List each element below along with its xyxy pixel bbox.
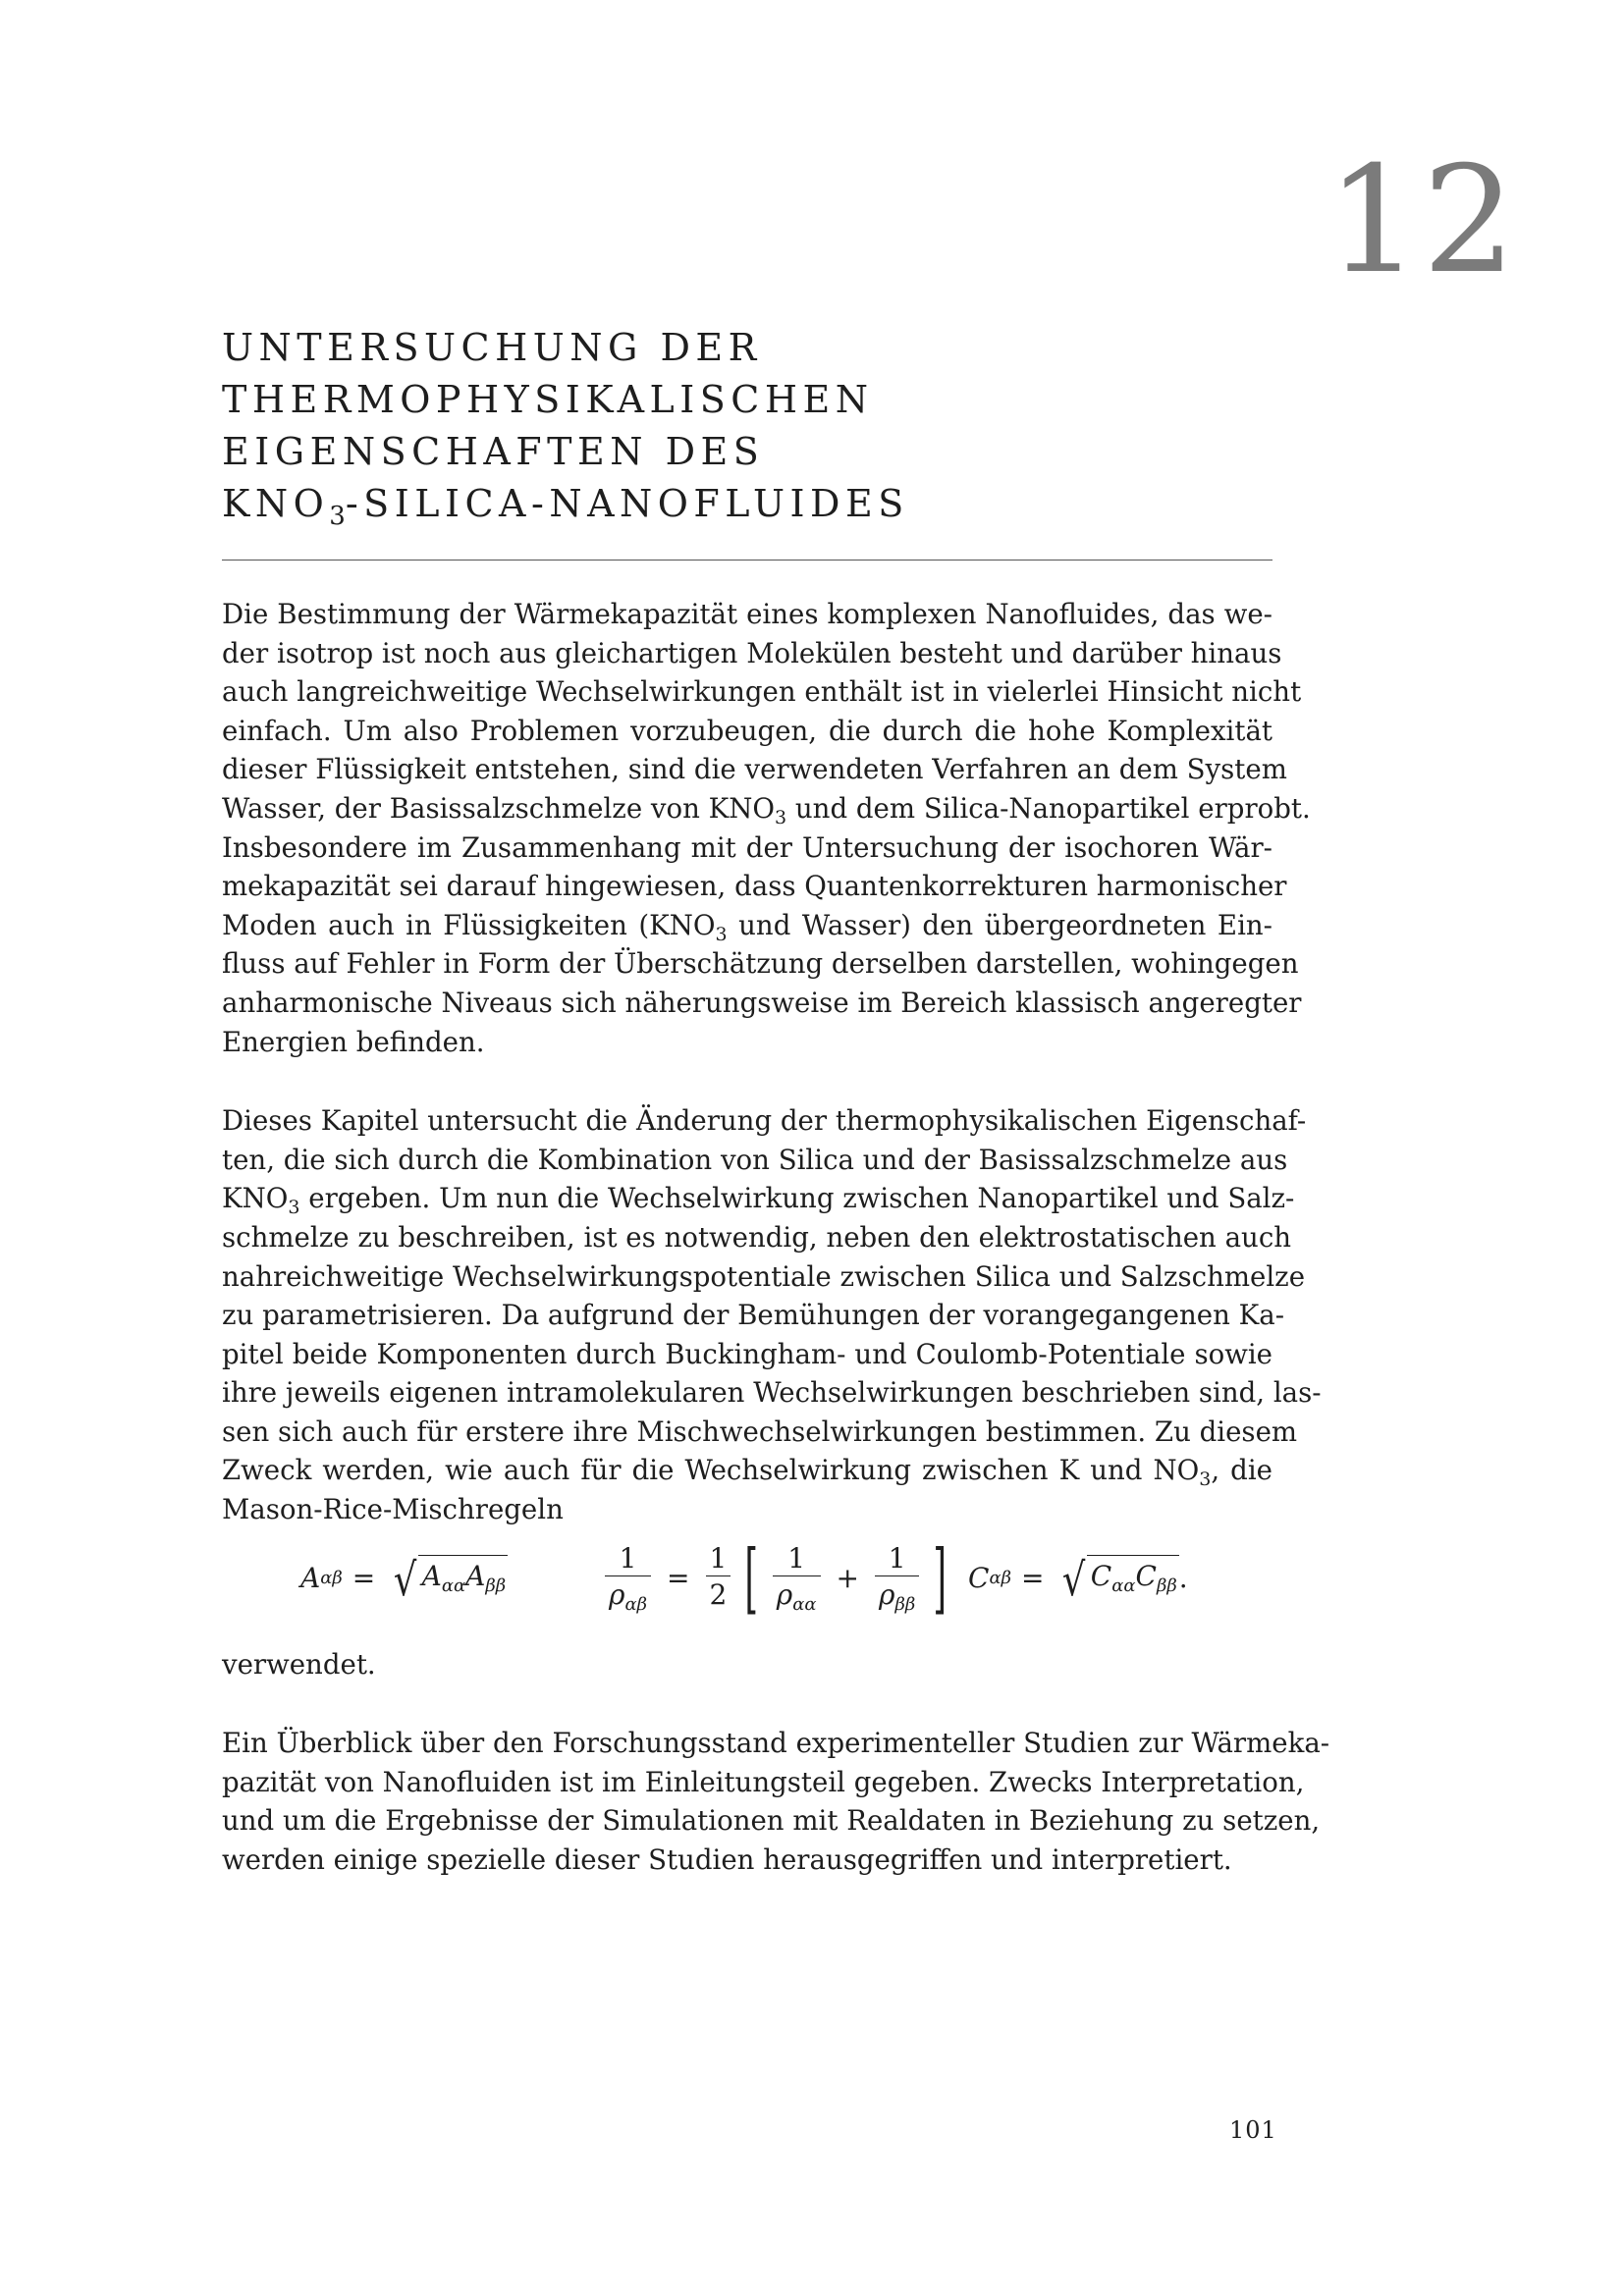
fraction: $\frac{1}{\rho_{\beta\beta}}$ [875, 1542, 919, 1614]
fraction: $\frac{1}{\rho_{\alpha\alpha}}$ [773, 1542, 821, 1614]
text-line: Wasser, der Basissalzschmelze von $KNO_3$ und dem Silica-Nanopartikel erprobt. [222, 791, 1311, 828]
text-line: sen sich auch für erstere ihre Mischwechselwirkungen bestimmen. Zu diesem [222, 1415, 1298, 1448]
text-line: dieser Flüssigkeit entstehen, sind die verwendeten Verfahren an dem System [222, 753, 1287, 786]
text-line: pitel beide Komponenten durch Buckingham- und Coulomb-Potentiale sowie [222, 1337, 1272, 1370]
paragraph-intro [222, 595, 1311, 1061]
chapter-title-line: THERMOPHYSIKALISCHEN [222, 378, 874, 421]
paragraph-chapter-scope [222, 1101, 1322, 1529]
square-root: √ $A_{\alpha\alpha}A_{\beta\beta}$ [394, 1552, 507, 1606]
text-line: nahreichweitige Wechselwirkungspotentiale zwischen Silica und Salzschmelze [222, 1259, 1306, 1293]
text-line: und um die Ergebnisse der Simulationen mit Realdaten in Beziehung zu setzen, [222, 1804, 1321, 1838]
text-line: fluss auf Fehler in Form der Überschätzung derselben darstellen, wohingegen [222, 947, 1299, 981]
text-line: anharmonische Niveaus sich näherungsweise im Bereich klassisch angeregter [222, 986, 1302, 1019]
text-line: Dieses Kapitel untersucht die Änderung der thermophysikalischen Eigenschaf- [222, 1104, 1307, 1138]
equation-a: A αβ = √ $A_{\alpha\alpha}A_{\beta\beta}$ [300, 1552, 507, 1606]
text-line: werden einige spezielle dieser Studien herausgegriffen und interpretiert. [222, 1843, 1232, 1877]
text-line: Zweck werden, wie auch für die Wechselwirkung zwischen K und $NO_3$, die [222, 1454, 1272, 1491]
text-line: Mason-Rice-Mischregeln [222, 1493, 564, 1526]
text-line: Energien befinden. [222, 1025, 485, 1058]
text-line: pazität von Nanofluiden ist im Einleitungsteil gegeben. Zwecks Interpretation, [222, 1765, 1305, 1798]
text-line: $KNO_3$ ergeben. Um nun die Wechselwirkung zwischen Nanopartikel und Salz- [222, 1182, 1295, 1219]
chapter-title [222, 322, 1302, 530]
paragraph-overview [222, 1724, 1330, 1879]
equation-rho: $\frac{1}{\rho_{\alpha\beta}}$ = $\frac{1}{2}$ [ $\frac{1}{\rho_{\alpha\alpha}}$ + $\frac{1}{\rho_{\beta\beta}}$ ] [599, 1520, 955, 1637]
text-line: auch langreichweitige Wechselwirkungen enthält ist in vielerlei Hinsicht nicht [222, 675, 1302, 709]
chapter-number: 12 [1326, 135, 1518, 306]
text-line: Insbesondere im Zusammenhang mit der Untersuchung der isochoren Wär- [222, 830, 1272, 864]
body-text [222, 595, 1330, 1920]
mason-rice-mixing-rules [222, 1520, 1272, 1637]
text-line: ihre jeweils eigenen intramolekularen Wechselwirkungen beschrieben sind, las- [222, 1376, 1322, 1410]
chapter-title-line: EIGENSCHAFTEN DES [222, 430, 765, 473]
square-root: √ $C_{\alpha\alpha}C_{\beta\beta}$ [1062, 1552, 1177, 1606]
text-line: zu parametrisieren. Da aufgrund der Bemühungen der vorangegangenen Ka- [222, 1299, 1285, 1332]
text-line: Ein Überblick über den Forschungsstand experimenteller Studien zur Wärmeka- [222, 1727, 1330, 1760]
text-line: verwendet. [222, 1647, 376, 1681]
text-line: einfach. Um also Problemen vorzubeugen, die durch die hohe Komplexität [222, 714, 1272, 747]
text-line: ten, die sich durch die Kombination von Silica und der Basissalzschmelze aus [222, 1143, 1288, 1176]
fraction: $\frac{1}{2}$ [706, 1542, 731, 1614]
chapter-title-line: $KNO_3-SILICA$-NANOFLUIDES [222, 482, 909, 531]
equation-c: C αβ = √ $C_{\alpha\alpha}C_{\beta\beta}$ . [968, 1552, 1188, 1606]
text-line: schmelze zu beschreiben, ist es notwendig, neben den elektrostatischen auch [222, 1220, 1292, 1254]
text-line: mekapazität sei darauf hingewiesen, dass Quantenkorrekturen harmonischer [222, 870, 1287, 903]
chapter-title-line: UNTERSUCHUNG DER [222, 326, 762, 369]
fraction: $\frac{1}{\rho_{\alpha\beta}}$ [605, 1542, 651, 1614]
text-line: Die Bestimmung der Wärmekapazität eines komplexen Nanofluides, das we- [222, 598, 1272, 630]
paragraph-after-equation [222, 1645, 1272, 1684]
title-divider [222, 560, 1272, 561]
page-number: 101 [1229, 2116, 1277, 2144]
text-line: der isotrop ist noch aus gleichartigen Molekülen besteht und darüber hinaus [222, 636, 1282, 669]
text-line: Moden auch in Flüssigkeiten ($KNO_3$ und Wasser) den übergeordneten Ein- [222, 908, 1272, 945]
